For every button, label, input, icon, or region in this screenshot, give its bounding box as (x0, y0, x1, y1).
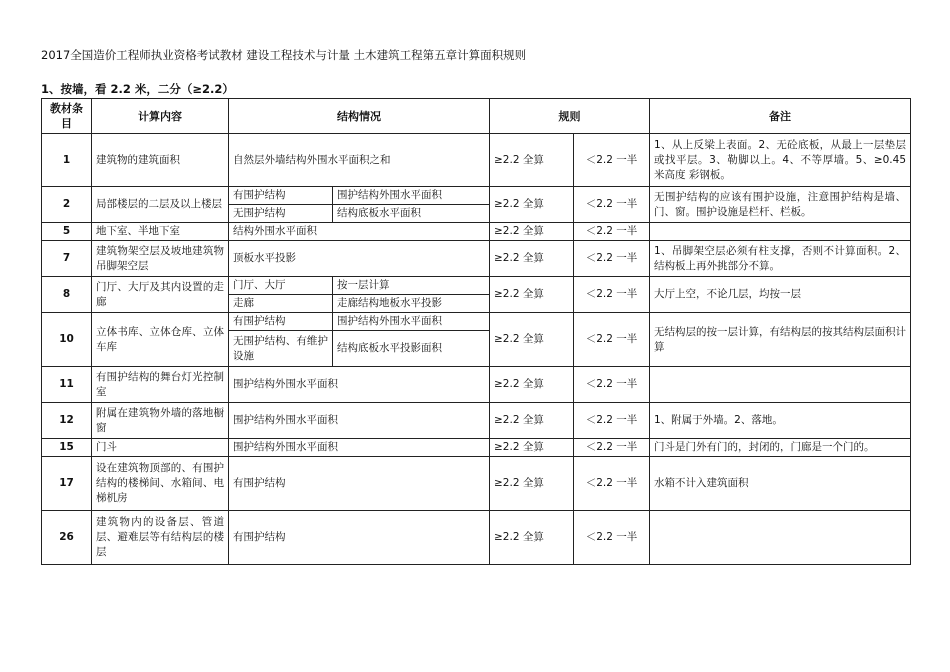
row-sub-desc: 结构底板水平面积 (333, 205, 490, 223)
row-content: 建筑物内的设备层、管道层、避难层等有结构层的楼层 (92, 511, 229, 565)
rule-full: ≥2.2 全算 (490, 241, 574, 277)
row-note (650, 511, 911, 565)
row-structure: 自然层外墙结构外围水平面积之和 (229, 134, 490, 187)
rule-full: ≥2.2 全算 (490, 403, 574, 439)
document-title: 2017全国造价工程师执业资格考试教材 建设工程技术与计量 土木建筑工程第五章计算面积规则 (41, 48, 527, 62)
row-structure: 围护结构外围水平面积 (229, 367, 490, 403)
row-num: 11 (42, 367, 92, 403)
row-num: 26 (42, 511, 92, 565)
header-note: 备注 (650, 99, 911, 134)
row-note: 1、从上反梁上表面。2、无砼底板，从最上一层垫层或找平层。3、勒脚以上。4、不等厚墙。5、≥0.45 米高度 彩钢板。 (650, 134, 911, 187)
area-rules-table (41, 98, 911, 565)
row-num: 15 (42, 439, 92, 457)
rule-half: ＜2.2 一半 (574, 439, 650, 457)
rule-half: ＜2.2 一半 (574, 241, 650, 277)
row-note (650, 367, 911, 403)
table-row (42, 313, 911, 331)
table-row (42, 439, 911, 457)
row-structure: 有围护结构 (229, 457, 490, 511)
header-content: 计算内容 (92, 99, 229, 134)
row-note: 无结构层的按一层计算，有结构层的按其结构层面积计算 (650, 313, 911, 367)
table-row (42, 277, 911, 295)
row-num: 17 (42, 457, 92, 511)
row-sub-desc: 围护结构外围水平面积 (333, 187, 490, 205)
rule-full: ≥2.2 全算 (490, 439, 574, 457)
row-sub-desc: 走廊结构地板水平投影 (333, 295, 490, 313)
header-num: 教材条目 (42, 99, 92, 134)
row-content: 地下室、半地下室 (92, 223, 229, 241)
row-content: 建筑物的建筑面积 (92, 134, 229, 187)
row-structure: 围护结构外围水平面积 (229, 403, 490, 439)
rule-full: ≥2.2 全算 (490, 223, 574, 241)
row-num: 2 (42, 187, 92, 223)
rule-half: ＜2.2 一半 (574, 367, 650, 403)
row-num: 8 (42, 277, 92, 313)
rule-half: ＜2.2 一半 (574, 313, 650, 367)
rule-half: ＜2.2 一半 (574, 457, 650, 511)
rule-full: ≥2.2 全算 (490, 187, 574, 223)
row-num: 5 (42, 223, 92, 241)
rule-half: ＜2.2 一半 (574, 187, 650, 223)
table-row (42, 187, 911, 205)
row-note (650, 223, 911, 241)
row-sub-label: 有围护结构 (229, 187, 333, 205)
rule-half: ＜2.2 一半 (574, 277, 650, 313)
row-content: 门斗 (92, 439, 229, 457)
row-note: 大厅上空，不论几层，均按一层 (650, 277, 911, 313)
table-row (42, 367, 911, 403)
row-sub-desc: 按一层计算 (333, 277, 490, 295)
row-num: 7 (42, 241, 92, 277)
row-sub-desc: 结构底板水平投影面积 (333, 331, 490, 367)
table-row (42, 134, 911, 187)
table-row (42, 403, 911, 439)
rule-half: ＜2.2 一半 (574, 403, 650, 439)
row-structure: 有围护结构 (229, 511, 490, 565)
row-structure: 结构外围水平面积 (229, 223, 490, 241)
row-content: 局部楼层的二层及以上楼层 (92, 187, 229, 223)
rule-full: ≥2.2 全算 (490, 277, 574, 313)
row-content: 设在建筑物顶部的、有围护结构的楼梯间、水箱间、电梯机房 (92, 457, 229, 511)
row-note: 水箱不计入建筑面积 (650, 457, 911, 511)
row-num: 1 (42, 134, 92, 187)
table-row (42, 223, 911, 241)
table-header-row (42, 99, 911, 134)
row-note: 无围护结构的应该有围护设施，注意围护结构是墙、门、窗。围护设施是栏杆、栏板。 (650, 187, 911, 223)
rule-half: ＜2.2 一半 (574, 511, 650, 565)
rule-half: ＜2.2 一半 (574, 223, 650, 241)
header-rule: 规则 (490, 99, 650, 134)
rule-full: ≥2.2 全算 (490, 457, 574, 511)
row-structure: 顶板水平投影 (229, 241, 490, 277)
row-content: 立体书库、立体仓库、立体车库 (92, 313, 229, 367)
row-sub-label: 走廊 (229, 295, 333, 313)
row-sub-label: 门厅、大厅 (229, 277, 333, 295)
row-sub-desc: 围护结构外围水平面积 (333, 313, 490, 331)
rule-full: ≥2.2 全算 (490, 313, 574, 367)
rule-full: ≥2.2 全算 (490, 134, 574, 187)
section-heading: 1、按墙，看 2.2 米，二分（≥2.2） (41, 82, 234, 96)
rule-half: ＜2.2 一半 (574, 134, 650, 187)
row-content: 门厅、大厅及其内设置的走廊 (92, 277, 229, 313)
row-note: 1、吊脚架空层必须有柱支撑，否则不计算面积。2、结构板上再外挑部分不算。 (650, 241, 911, 277)
row-note: 1、附属于外墙。2、落地。 (650, 403, 911, 439)
row-content: 建筑物架空层及坡地建筑物吊脚架空层 (92, 241, 229, 277)
row-num: 10 (42, 313, 92, 367)
row-sub-label: 无围护结构 (229, 205, 333, 223)
rule-full: ≥2.2 全算 (490, 367, 574, 403)
row-note: 门斗是门外有门的，封闭的，门廊是一个门的。 (650, 439, 911, 457)
row-content: 有围护结构的舞台灯光控制室 (92, 367, 229, 403)
header-structure: 结构情况 (229, 99, 490, 134)
row-sub-label: 有围护结构 (229, 313, 333, 331)
row-sub-label: 无围护结构、有维护设施 (229, 331, 333, 367)
table-row (42, 457, 911, 511)
row-num: 12 (42, 403, 92, 439)
rule-full: ≥2.2 全算 (490, 511, 574, 565)
row-content: 附属在建筑物外墙的落地橱窗 (92, 403, 229, 439)
row-structure: 围护结构外围水平面积 (229, 439, 490, 457)
table-row (42, 511, 911, 565)
table-row (42, 241, 911, 277)
